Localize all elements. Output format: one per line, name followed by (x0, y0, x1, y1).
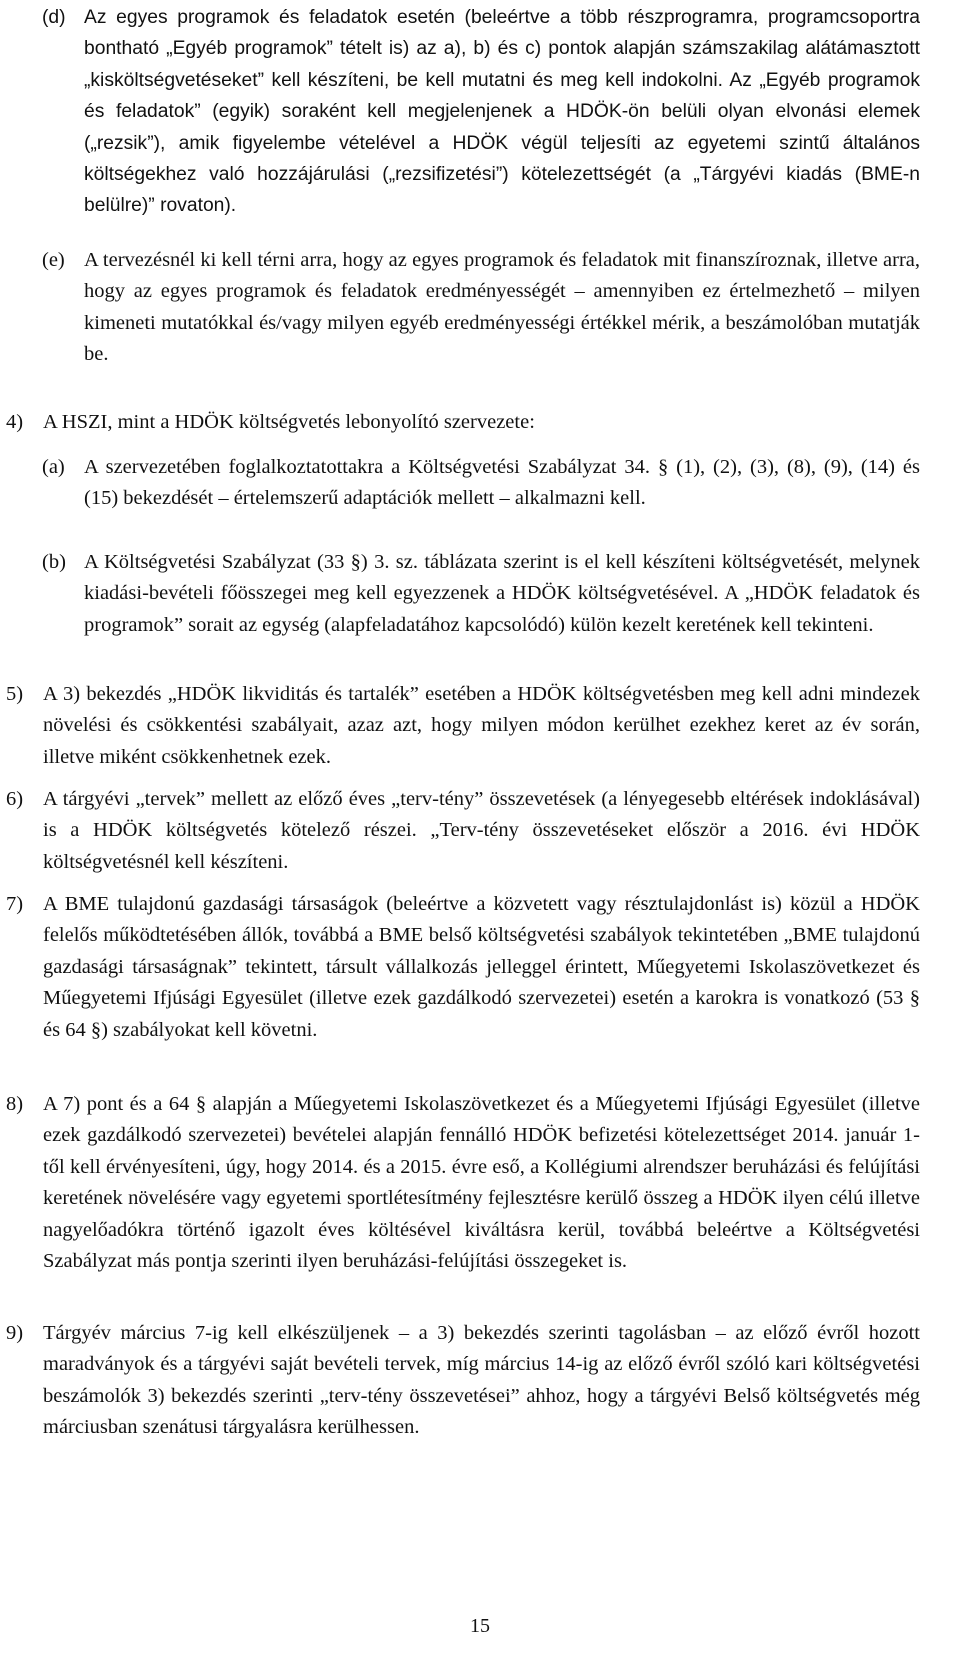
list-item-e (42, 245, 920, 371)
list-item-6 (6, 784, 920, 878)
list-item-4a (42, 452, 920, 515)
paragraph-text: A 3) bekezdés „HDÖK likviditás és tartalék” esetében a HDÖK költségvetésben meg kell adni mindezek növelési és csökkentési szabályait, azaz azt, hogy milyen módon kerülhet ezekhez keret az év során, illetve miként csökkenhetnek ezek. (43, 683, 920, 768)
list-item-8 (6, 1089, 920, 1277)
list-marker: 4) (6, 411, 24, 433)
paragraph-text: Tárgyév március 7-ig kell elkészüljenek – a 3) bekezdés szerinti tagolásban – az előző évről hozott maradványok és a tárgyévi saját bevételi tervek, míg március 14-ig az előző évről szóló kari költségvetési beszámolók 3) bekezdés szerinti „terv-tény összevetései” ahhoz, hogy a tárgyévi Belső költségvetés még márciusban szenátusi tárgyalásra kerülhessen. (43, 1322, 920, 1439)
paragraph-text: A tervezésnél ki kell térni arra, hogy az egyes programok és feladatok mit finanszíroznak, illetve arra, hogy az egyes programok és feladatok eredményességét – amennyiben ez értelmezhető – milyen kimeneti mutatókkal és/vagy milyen egyéb eredményességi értékkel mérik, a beszámolóban mutatják be. (84, 249, 920, 366)
paragraph-text: A Költségvetési Szabályzat (33 §) 3. sz. táblázata szerint is el kell készíteni költségvetését, melynek kiadási-bevételi főösszegei meg kell egyezzenek a HDÖK költségvetésével. A „HDÖK feladatok és programok” sorait az egység (alapfeladatához kapcsolódó) külön kezelt keretének kell tekinteni. (84, 551, 920, 636)
paragraph-text: A tárgyévi „tervek” mellett az előző éves „terv-tény” összevetések (a lényegesebb eltérések indoklásával) is a HDÖK költségvetés kötelező részei. „Terv-tény összevetéseket először a 2016. évi HDÖK költségvetésnél kell készíteni. (43, 788, 920, 873)
list-marker: (d) (42, 7, 66, 28)
page-number: 15 (470, 1615, 490, 1637)
list-item-9 (6, 1318, 920, 1444)
list-item-7 (6, 889, 920, 1046)
paragraph-text: A 7) pont és a 64 § alapján a Műegyetemi Iskolaszövetkezet és a Műegyetemi Ifjúsági Egyesület (illetve ezek gazdálkodó szervezetei) bevételei alapján fennálló HDÖK befizetési kötelezettséget 2014. január 1-től kell érvényesíteni, úgy, hogy 2014. és a 2015. évre eső, a Kollégiumi alrendszer beruházási és felújítási keretének növelésére vagy egyetemi sportlétesítmény fejlesztésre kerülő összeg a HDÖK ilyen célú illetve nagyelőadókra történő igazolt éves költésével kiváltásra kerül, továbbá beleértve a Költségvetési Szabályzat más pontja szerinti ilyen beruházási-felújítási összegeket is. (43, 1093, 920, 1273)
list-marker: 9) (6, 1322, 24, 1344)
list-item-5 (6, 679, 920, 773)
list-marker: (e) (42, 249, 65, 271)
list-marker: (b) (42, 551, 66, 573)
list-marker: 8) (6, 1093, 24, 1115)
list-item-4 (6, 407, 920, 438)
list-marker: (a) (42, 456, 65, 478)
list-marker: 5) (6, 683, 24, 705)
paragraph-text: A szervezetében foglalkoztatottakra a Költségvetési Szabályzat 34. § (1), (2), (3), (8), (9), (14) és (15) bekezdését – értelemszerű adaptációk mellett – alkalmazni kell. (84, 456, 920, 510)
list-marker: 6) (6, 788, 24, 810)
list-item-4b (42, 547, 920, 641)
list-marker: 7) (6, 893, 24, 915)
paragraph-text: A HSZI, mint a HDÖK költségvetés lebonyolító szervezete: (43, 411, 535, 433)
list-item-d (42, 2, 920, 222)
paragraph-text: A BME tulajdonú gazdasági társaságok (beleértve a közvetett vagy résztulajdonlást is) közül a HDÖK felelős működtetésében állók, továbbá a BME belső költségvetési szabályok tekintetében „BME tulajdonú gazdasági társaságnak” tekintett, társult vállalkozás jelleggel érintett, Műegyetemi Iskolaszövetkezet és Műegyetemi Ifjúsági Egyesület (illetve ezek gazdálkodó szervezetei) esetén a karokra is vonatkozó (53 § és 64 §) szabályokat kell követni. (43, 893, 920, 1041)
paragraph-text: Az egyes programok és feladatok esetén (beleértve a több részprogramra, programcsoportra bontható „Egyéb programok” tételt is) az a), b) és c) pontok alapján számszakilag alátámasztott „kisköltségvetéseket” kell készíteni, be kell mutatni és meg kell indokolni. Az „Egyéb programok és feladatok” (egyik) soraként kell megjelenjenek a HDÖK-ön belüli olyan elvonási elemek („rezsik”), amik figyelembe vételével a HDÖK végül teljesíti az egyetemi szintű általános költségekhez való hozzájárulási („rezsifizetési”) kötelezettségét (a „Tárgyévi kiadás (BME-n belülre)” rovaton). (84, 7, 920, 217)
